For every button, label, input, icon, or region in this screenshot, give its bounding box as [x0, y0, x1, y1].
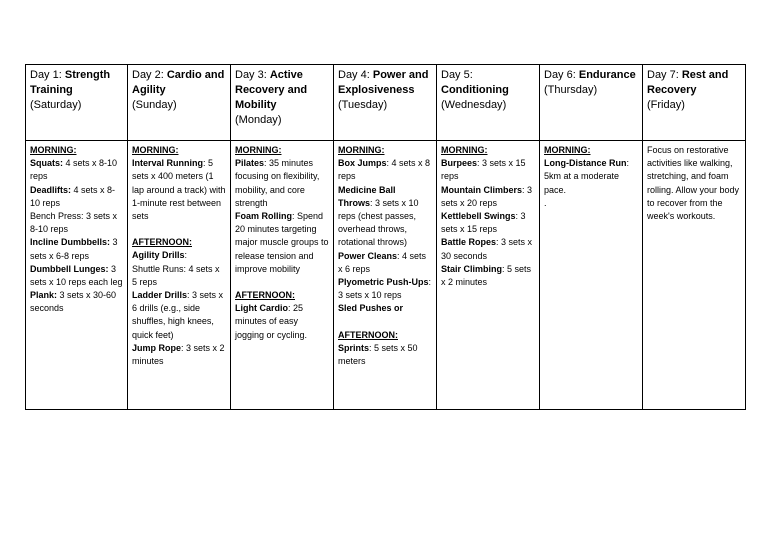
day-number: Day 6: — [544, 69, 579, 81]
day-1-cell — [26, 141, 128, 410]
morning-label: MORNING: — [235, 145, 282, 155]
day-number: Day 5: — [441, 69, 473, 81]
exercise-item: Plyometric Push-Ups: 3 sets x 10 reps — [338, 277, 432, 301]
day-focus: Active Recovery and Mobility — [235, 69, 308, 111]
exercise-item: Stair Climbing: 5 sets x 2 minutes — [441, 263, 532, 288]
exercise-item: Battle Ropes: 3 sets x 30 seconds — [441, 237, 533, 261]
exercise-item: Box Jumps: 4 sets x 8 reps — [338, 158, 431, 182]
morning-label: MORNING: — [544, 145, 591, 155]
exercise-item: Power Cleans: 4 sets x 6 reps — [338, 250, 427, 274]
exercise-item: Squats: 4 sets x 8-10 reps — [30, 158, 118, 182]
exercise-item: Jump Rope: 3 sets x 2 minutes — [132, 342, 225, 367]
day-6-cell — [540, 141, 643, 410]
header-day-6: Day 6: Endurance (Thursday) — [540, 65, 643, 141]
weekly-workout-table — [25, 64, 746, 410]
day-focus: Endurance — [578, 69, 636, 81]
header-day-1: Day 1: Strength Training (Saturday) — [26, 65, 128, 141]
header-day-4: Day 4: Power and Explosiveness (Tuesday) — [334, 65, 437, 141]
exercise-item: Interval Running: 5 sets x 400 meters (1 lap around a track) with 1-minute rest between sets — [132, 158, 226, 222]
day-focus: Cardio and Agility — [132, 69, 225, 96]
header-day-5: Day 5: Conditioning (Wednesday) — [437, 65, 540, 141]
exercise-item: Deadlifts: 4 sets x 8-10 reps — [30, 184, 116, 208]
spacer — [235, 276, 329, 289]
header-day-2: Day 2: Cardio and Agility (Sunday) — [128, 65, 231, 141]
day-weekday: Saturday — [33, 99, 78, 111]
exercise-item: Long-Distance Run: 5km at a moderate pace. — [544, 158, 630, 195]
afternoon-label: AFTERNOON: — [235, 290, 295, 301]
morning-label: MORNING: — [338, 145, 385, 155]
spacer — [132, 223, 226, 236]
exercise-item: Sprints: 5 sets x 50 meters — [338, 342, 418, 367]
exercise-item: Agility Drills: — [132, 250, 188, 261]
day-2-cell — [128, 141, 231, 410]
day-focus: Power and Explosiveness — [338, 69, 429, 96]
day-weekday: Sunday — [135, 99, 173, 111]
day-focus: Strength Training — [30, 69, 111, 96]
exercise-item: Pilates: 35 minutes focusing on flexibility, mobility, and core strength — [235, 158, 320, 208]
schedule-row — [26, 141, 746, 410]
morning-label: MORNING: — [132, 145, 179, 155]
exercise-item: Foam Rolling: Spend 20 minutes targeting major muscle groups to release tension and improve mobility — [235, 211, 329, 274]
exercise-item: Mountain Climbers: 3 sets x 20 reps — [441, 184, 533, 208]
day-5-cell — [437, 141, 540, 410]
exercise-item: Burpees: 3 sets x 15 reps — [441, 158, 526, 182]
day-7-cell — [643, 141, 746, 410]
exercise-item: Plank: 3 sets x 30-60 seconds — [30, 290, 117, 314]
afternoon-label: AFTERNOON: — [338, 329, 398, 340]
exercise-item: Dumbbell Lunges: 3 sets x 10 reps each leg — [30, 263, 123, 288]
header-day-7: Day 7: Rest and Recovery (Friday) — [643, 65, 746, 141]
day-weekday: Thursday — [547, 84, 594, 96]
day-number: Day 3: — [235, 69, 270, 81]
day-weekday: Tuesday — [341, 99, 384, 111]
exercise-item: Kettlebell Swings: 3 sets x 15 reps — [441, 211, 526, 235]
day-number: Day 4: — [338, 69, 373, 81]
header-day-3: Day 3: Active Recovery and Mobility (Monday) — [231, 65, 334, 141]
exercise-item: Shuttle Runs: 4 sets x 5 reps — [132, 263, 220, 287]
exercise-item: Light Cardio: 25 minutes of easy jogging or cycling. — [235, 303, 308, 340]
day-number: Day 2: — [132, 69, 167, 81]
exercise-item: Sled Pushes or — [338, 303, 404, 314]
exercise-item: Bench Press: 3 sets x 8-10 reps — [30, 211, 118, 235]
day-weekday: Monday — [238, 114, 278, 126]
morning-label: MORNING: — [30, 145, 77, 155]
morning-label: MORNING: — [441, 145, 488, 155]
exercise-item: Medicine Ball Throws: 3 sets x 10 reps (chest passes, overhead throws, rotational throws) — [338, 184, 419, 248]
day-4-cell — [334, 141, 437, 410]
rest-day-note: Focus on restorative activities like walking, stretching, and foam rolling. Allow your body to recover from the week's workouts. — [647, 145, 740, 222]
day-weekday: Friday — [650, 99, 682, 111]
exercise-item: Ladder Drills: 3 sets x 6 drills (e.g., side shuffles, high knees, quick feet) — [132, 290, 224, 340]
exercise-item: Incline Dumbbells: 3 sets x 6-8 reps — [30, 237, 118, 261]
spacer — [338, 316, 432, 329]
trailing-dot: . — [544, 197, 547, 208]
afternoon-label: AFTERNOON: — [132, 237, 192, 248]
day-number: Day 1: — [30, 69, 65, 81]
day-focus: Conditioning — [441, 84, 509, 96]
header-row — [26, 65, 746, 141]
day-weekday: Wednesday — [444, 99, 503, 111]
day-3-cell — [231, 141, 334, 410]
day-focus: Rest and Recovery — [647, 69, 729, 96]
day-number: Day 7: — [647, 69, 682, 81]
